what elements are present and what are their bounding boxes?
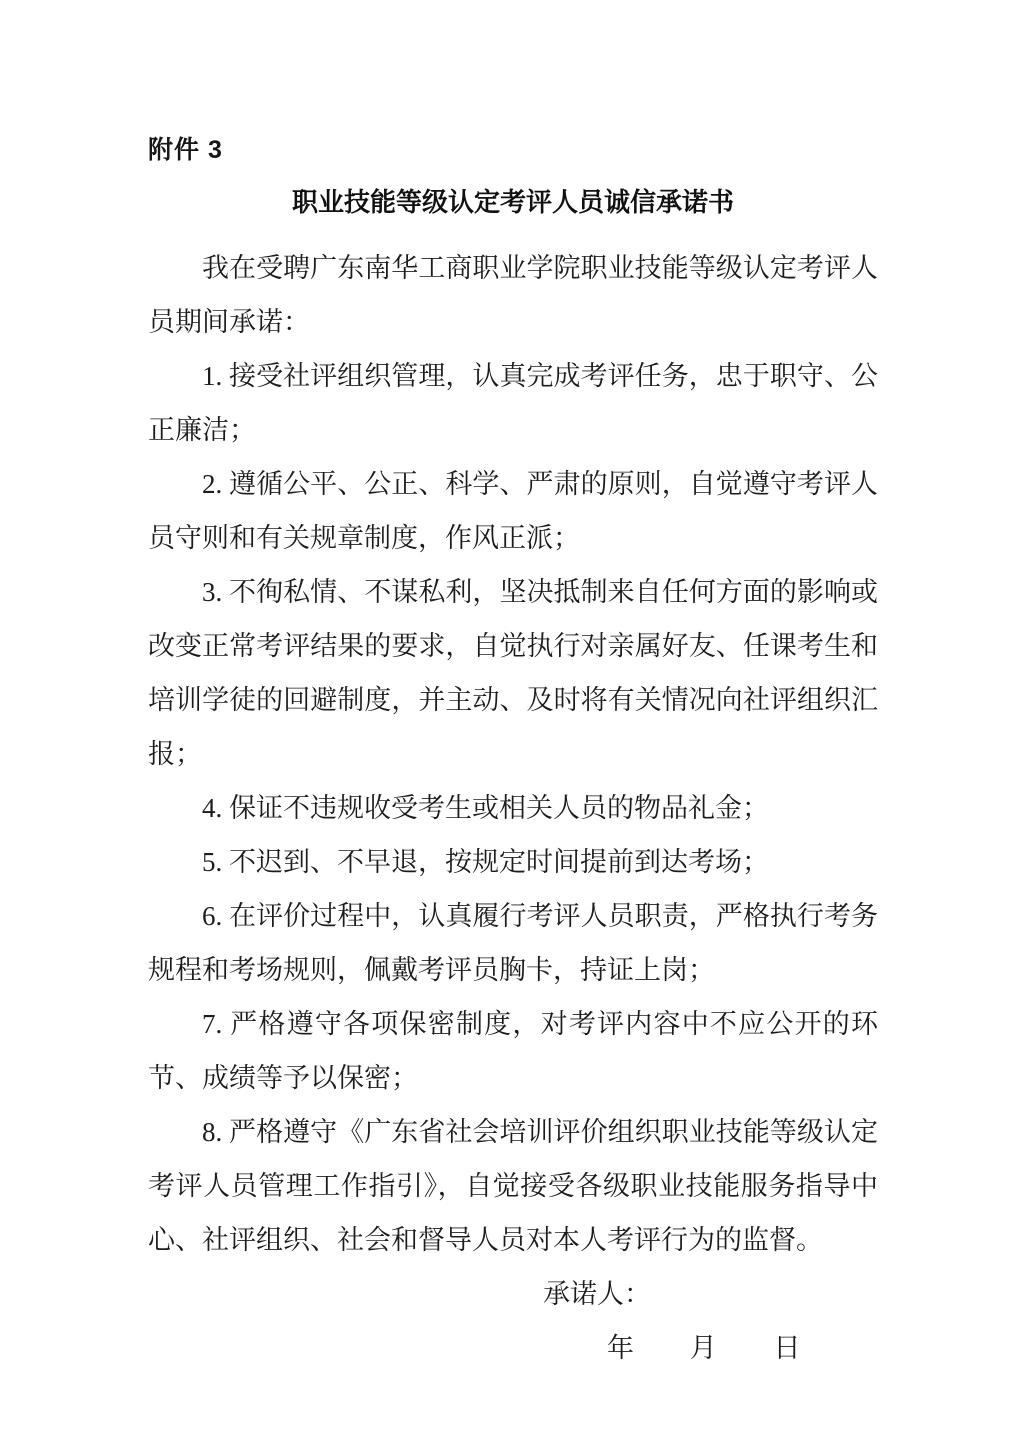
document-title: 职业技能等级认定考评人员诚信承诺书 — [291, 187, 734, 217]
date-line — [607, 1321, 878, 1375]
date-month-label: 月 — [689, 1333, 717, 1363]
date-day-label: 日 — [773, 1333, 801, 1363]
document-body — [148, 241, 878, 1267]
paragraph-item-2: 2. 遵循公平、公正、科学、严肃的原则，自觉遵守考评人员守则和有关规章制度，作风正派； — [148, 469, 878, 553]
date-year-label: 年 — [607, 1333, 634, 1363]
paragraph-item-5: 5. 不迟到、不早退，按规定时间提前到达考场； — [202, 847, 769, 877]
promisor-line — [543, 1267, 878, 1321]
promisor-label: 承诺人： — [543, 1279, 651, 1309]
paragraph-item-7: 7. 严格遵守各项保密制度，对考评内容中不应公开的环节、成绩等予以保密； — [148, 1009, 878, 1093]
paragraph-item-8: 8. 严格遵守《广东省社会培训评价组织职业技能等级认定考评人员管理工作指引》，自觉接受各级职业技能服务指导中心、社评组织、社会和督导人员对本人考评行为的监督。 — [148, 1117, 878, 1255]
paragraph-item-6: 6. 在评价过程中，认真履行考评人员职责，严格执行考务规程和考场规则，佩戴考评员胸卡，持证上岗； — [148, 901, 878, 985]
paragraph-item-1: 1. 接受社评组织管理，认真完成考评任务，忠于职守、公正廉洁； — [148, 361, 878, 445]
paragraph-item-4: 4. 保证不违规收受考生或相关人员的物品礼金； — [202, 793, 769, 823]
attachment-label: 附件 3 — [148, 136, 223, 164]
paragraph-intro: 我在受聘广东南华工商职业学院职业技能等级认定考评人员期间承诺： — [148, 253, 878, 337]
paragraph-item-3: 3. 不徇私情、不谋私利，坚决抵制来自任何方面的影响或改变正常考评结果的要求，自觉执行对亲属好友、任课考生和培训学徒的回避制度，并主动、及时将有关情况向社评组织汇报； — [148, 577, 878, 769]
